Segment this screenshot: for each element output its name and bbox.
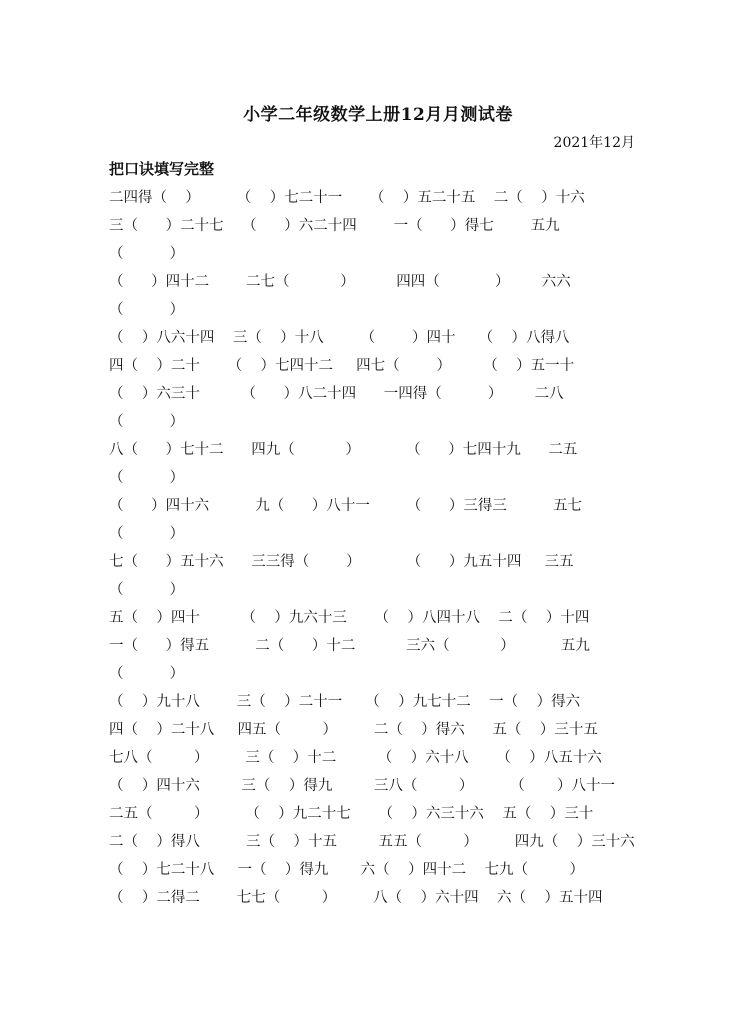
exercise-line: （ ）四十六 九（ ）八十一 （ ）三得三 五七 [109, 498, 583, 514]
exercise-line: （ ）四十二 二七（ ） 四四（ ） 六六 [109, 274, 571, 290]
exercise-line: （ ） [109, 582, 185, 598]
exercise-line: （ ） [109, 526, 185, 542]
exercise-line: （ ）七二十八 一（ ）得九 六（ ）四十二 七九（ ） [109, 862, 585, 878]
exercise-line: 八（ ）七十二 四九（ ） （ ）七四十九 二五 [109, 442, 578, 458]
exercise-line: 七八（ ） 三（ ）十二 （ ）六十八 （ ）八五十六 [109, 750, 602, 766]
exercise-line: （ ）八六十四 三（ ）十八 （ ）四十 （ ）八得八 [109, 330, 570, 346]
exercise-line: （ ）二得二 七七（ ） 八（ ）六十四 六（ ）五十四 [109, 890, 603, 906]
exercise-line: （ ）九十八 三（ ）二十一 （ ）九七十二 一（ ）得六 [109, 694, 581, 710]
exercise-lines [109, 184, 636, 912]
exercise-line: 三（ ）二十七 （ ）六二十四 一（ ）得七 五九 [109, 218, 560, 234]
exercise-line: 一（ ）得五 二（ ）十二 三六（ ） 五九 [109, 638, 590, 654]
exercise-line: 二（ ）得八 三（ ）十五 五五（ ） 四九（ ）三十六 [109, 834, 635, 850]
page-title: 小学二年级数学上册12月月测试卷 [243, 105, 513, 125]
exercise-line: 四（ ）二十 （ ）七四十二 四七（ ） （ ）五一十 [109, 358, 575, 374]
exercise-line: （ ）六三十 （ ）八二十四 一四得（ ） 二八 [109, 386, 564, 402]
exercise-line: 七（ ）五十六 三三得（ ） （ ）九五十四 三五 [109, 554, 574, 570]
exercise-line: （ ） [109, 414, 185, 430]
date-line: 2021年12月 [553, 135, 635, 151]
exercise-line: 二五（ ） （ ）九二十七 （ ）六三十六 五（ ）三十 [109, 806, 594, 822]
exercise-line: （ ） [109, 470, 185, 486]
exercise-line: 二四得（ ） （ ）七二十一 （ ）五二十五 二（ ）十六 [109, 190, 585, 206]
exercise-line: （ ） [109, 666, 185, 682]
exercise-line: （ ） [109, 302, 185, 318]
exercise-line: （ ）四十六 三（ ）得九 三八（ ） （ ）八十一 [109, 778, 615, 794]
exercise-line: （ ） [109, 246, 185, 262]
section-heading: 把口诀填写完整 [109, 160, 215, 178]
exercise-line: 四（ ）二十八 四五（ ） 二（ ）得六 五（ ）三十五 [109, 722, 598, 738]
exercise-line: 五（ ）四十 （ ）九六十三 （ ）八四十八 二（ ）十四 [109, 610, 590, 626]
